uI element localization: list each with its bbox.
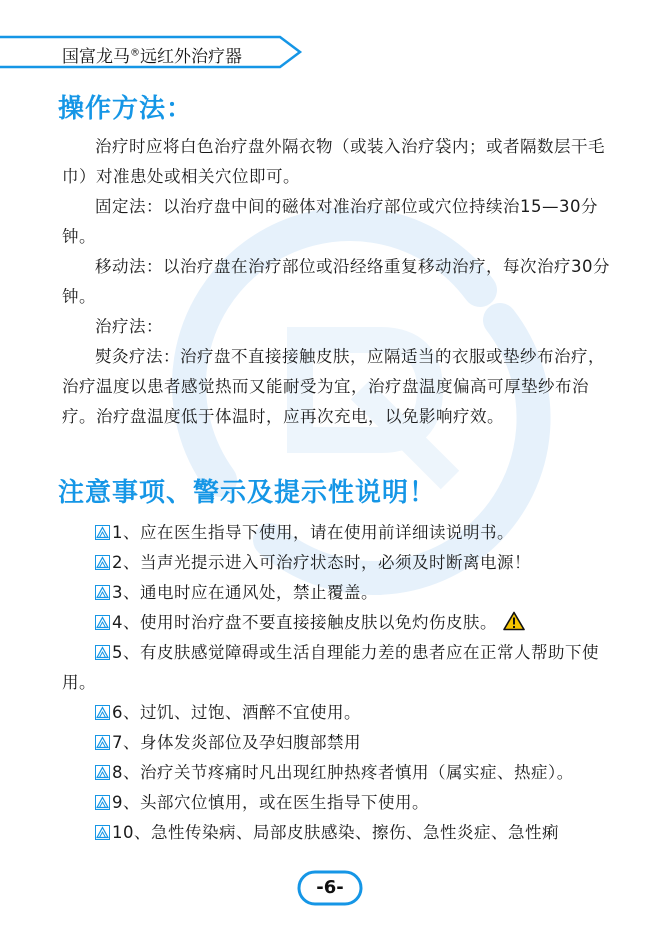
notice-list <box>62 518 610 848</box>
notice-item-4: 4、使用时治疗盘不要直接接触皮肤以免灼伤皮肤。 <box>62 608 610 638</box>
method-paragraph-4: 治疗法： <box>95 317 163 336</box>
method-paragraph-3: 移动法：以治疗盘在治疗部位或沿经络重复移动治疗，每次治疗30分钟。 <box>62 257 610 306</box>
caution-triangle-icon <box>95 765 110 780</box>
method-paragraph-1: 治疗时应将白色治疗盘外隔衣物（或装入治疗袋内；或者隔数层干毛巾）对准患处或相关穴位即可。 <box>62 137 605 186</box>
notice-item-8: 8、治疗关节疼痛时凡出现红肿热疼者慎用（属实症、热症）。 <box>62 758 610 788</box>
caution-triangle-icon <box>95 825 110 840</box>
caution-triangle-icon <box>95 795 110 810</box>
caution-triangle-icon <box>95 555 110 570</box>
section-title-notice: 注意事项、警示及提示性说明！ <box>58 478 437 508</box>
page-number: -6- <box>316 877 344 898</box>
caution-triangle-icon <box>95 705 110 720</box>
caution-triangle-icon <box>95 615 110 630</box>
notice-item-7: 7、身体发炎部位及孕妇腹部禁用 <box>62 728 610 758</box>
notice-item-10: 10、急性传染病、局部皮肤感染、擦伤、急性炎症、急性痢 <box>62 818 610 848</box>
notice-item-9: 9、头部穴位慎用，或在医生指导下使用。 <box>62 788 610 818</box>
header-title: 国富龙马®远红外治疗器 <box>62 47 242 67</box>
method-paragraph-5: 熨灸疗法：治疗盘不直接接触皮肤，应隔适当的衣服或垫纱布治疗，治疗温度以患者感觉热而又能耐受为宜，治疗盘温度偏高可厚垫纱布治疗。治疗盘温度低于体温时，应再次充电，以免影响疗效。 <box>62 347 605 426</box>
page-number-badge <box>297 870 363 906</box>
header-banner-shape <box>0 0 650 80</box>
caution-triangle-icon <box>95 735 110 750</box>
notice-item-3: 3、通电时应在通风处，禁止覆盖。 <box>62 578 610 608</box>
warning-triangle-icon <box>503 611 525 631</box>
notice-item-5: 5、有皮肤感觉障碍或生活自理能力差的患者应在正常人帮助下使用。 <box>62 643 599 692</box>
caution-triangle-icon <box>95 645 110 660</box>
caution-triangle-icon <box>95 525 110 540</box>
section-title-method: 操作方法： <box>58 94 194 124</box>
notice-item-1: 1、应在医生指导下使用，请在使用前详细读说明书。 <box>62 518 610 548</box>
page-header <box>0 0 650 80</box>
caution-triangle-icon <box>95 585 110 600</box>
notice-item-2: 2、当声光提示进入可治疗状态时，必须及时断离电源！ <box>62 548 610 578</box>
notice-item-6: 6、过饥、过饱、酒醉不宜使用。 <box>62 698 610 728</box>
method-paragraph-2: 固定法：以治疗盘中间的磁体对准治疗部位或穴位持续治15—30分钟。 <box>62 197 598 246</box>
